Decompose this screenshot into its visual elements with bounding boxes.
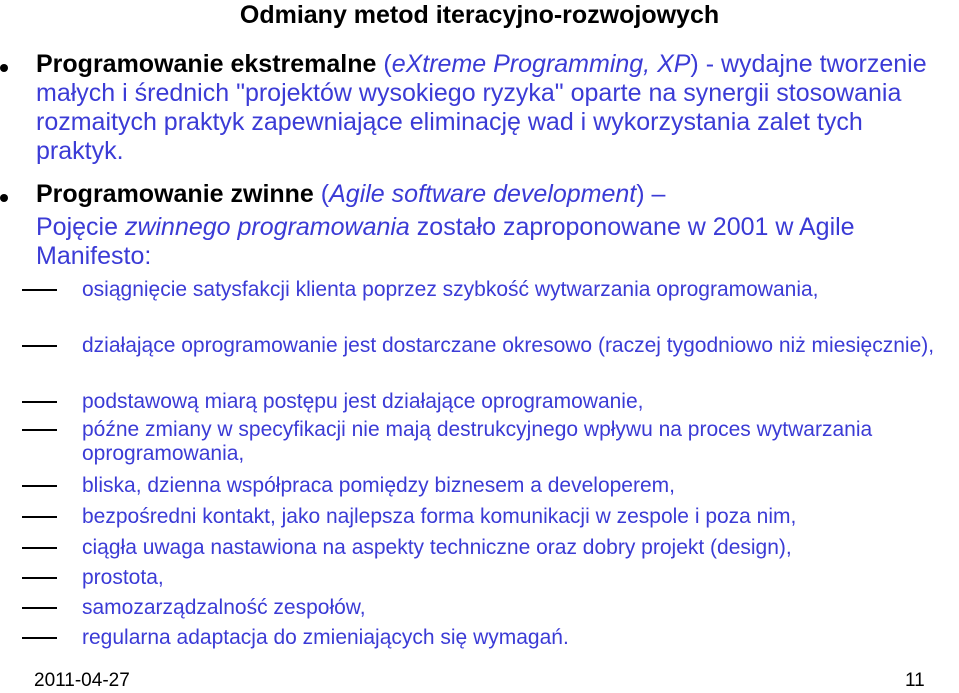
dash-icon <box>22 485 57 487</box>
dash-icon <box>22 516 57 518</box>
footer-date: 2011-04-27 <box>34 670 130 691</box>
slide: Odmiany metod iteracyjno-rozwojowych Programowanie ekstremalne (eXtreme Programming, XP) - wydajne tworzenie małych i średnich "projektów wysokiego ryzyka" oparte na synergii stosowania rozmaitych praktyk zapewniające eliminację wad i wykorzystania zalet tych praktyk. Programowanie zwinne (Agile software development) – Pojęcie zwinnego programowania zostało zaproponowane w 2001 w Agile Manifesto: osiągnięcie satysfakcji klienta poprzez szybkość wytwarzania oprogramowania, działające oprogramowanie jest dostarczane okresowo (raczej tygodniowo niż miesięcznie), podstawową miarą postępu jest działające oprogramowanie, późne zmiany w specyfikacji nie mają destrukcyjnego wpływu na proces wytwarzania oprogramowania, bliska, dzienna współpraca pomiędzy biznesem a developerem, bezpośredni kontakt, jako najlepsza forma komunikacji w zespole i poza nim, ciągła uwaga nastawiona na aspekty techniczne oraz dobry projekt (design), prostota, samozarządzalność zespołów, regularna adaptacja do zmieniających się wymagań. 2011-04-27 11 <box>0 0 959 693</box>
dash-icon <box>22 577 57 579</box>
dash-icon <box>22 547 57 549</box>
bullet-agile-term: Programowanie zwinne <box>36 180 314 208</box>
bullet-xp-description: ) - wydajne tworzenie małych i średnich "projektów wysokiego ryzyka" oparte na synergii stosowania rozmaitych praktyk zapewniające eliminację wad i wykorzystania zalet tych praktyk. <box>36 50 927 165</box>
bullet-agile-english: Agile software development <box>329 180 637 208</box>
slide-title: Odmiany metod iteracyjno-rozwojowych <box>239 1 720 29</box>
bullet-agile-text: Programowanie zwinne (Agile software development) – Pojęcie zwinnego programowania zostało zaproponowane w 2001 w Agile Manifesto: <box>36 180 855 270</box>
dash-icon <box>22 429 57 431</box>
bullet-dot-icon <box>0 194 8 202</box>
bullet-xp-term: Programowanie ekstremalne <box>36 50 377 78</box>
agile-term-italic: zwinnego programowania <box>124 213 410 241</box>
page-number: 11 <box>905 670 925 691</box>
dash-icon <box>22 637 57 639</box>
bullet-xp-text: Programowanie ekstremalne (eXtreme Programming, XP) - wydajne tworzenie małych i średnich "projektów wysokiego ryzyka" oparte na synergii stosowania rozmaitych praktyk zapewniające eliminację wad i wykorzystania zalet tych praktyk. <box>36 50 927 165</box>
bullet-xp-english: eXtreme Programming, XP <box>391 50 691 78</box>
bullet-dot-icon <box>0 64 8 72</box>
dash-icon <box>22 289 57 291</box>
dash-icon <box>22 607 57 609</box>
dash-icon <box>22 345 57 347</box>
dash-icon <box>22 401 57 403</box>
